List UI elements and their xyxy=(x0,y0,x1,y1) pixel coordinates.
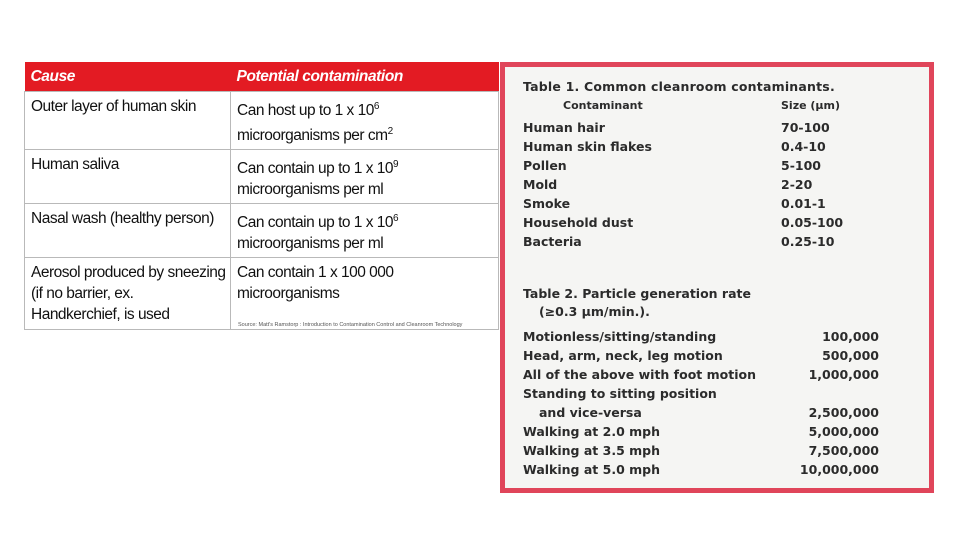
table-row: Motionless/sitting/standing 100,000 xyxy=(523,329,879,344)
table-row xyxy=(25,204,499,258)
table-row: Walking at 3.5 mph 7,500,000 xyxy=(523,443,879,458)
table-row xyxy=(25,150,499,204)
cleanroom-tables-image xyxy=(500,62,934,493)
table-row: All of the above with foot motion 1,000,000 xyxy=(523,367,879,382)
table-row: Mold 2-20 xyxy=(523,177,813,192)
table-row xyxy=(25,258,499,330)
table-row: Smoke 0.01-1 xyxy=(523,196,826,211)
table1-title: Table 1. Common cleanroom contaminants. xyxy=(523,79,835,94)
contamination-cell: Can contain up to 1 x $10^9$ microorganisms per ml xyxy=(231,150,499,204)
cause-cell: Outer layer of human skin xyxy=(25,92,231,150)
table1-header-size: Size (µm) xyxy=(781,99,840,112)
table-header-row xyxy=(25,62,499,92)
table-row: Pollen 5-100 xyxy=(523,158,821,173)
table-row: Head, arm, neck, leg motion 500,000 xyxy=(523,348,879,363)
table-row: Walking at 5.0 mph 10,000,000 xyxy=(523,462,879,477)
table-row: and vice-versa 2,500,000 xyxy=(539,405,879,420)
cause-cell: Human saliva xyxy=(25,150,231,204)
header-potential-contamination: Potential contamination xyxy=(231,62,499,92)
table-row xyxy=(25,92,499,150)
table-row: Standing to sitting position xyxy=(523,386,717,401)
table1-header-contaminant: Contaminant xyxy=(563,99,643,112)
table-row: Human skin flakes 0.4-10 xyxy=(523,139,826,154)
table-row: Bacteria 0.25-10 xyxy=(523,234,835,249)
contamination-cell: Can contain up to 1 x $10^6$ microorganisms per ml xyxy=(231,204,499,258)
table-row: Household dust 0.05-100 xyxy=(523,215,844,230)
table-row: Human hair 70-100 xyxy=(523,120,830,135)
contamination-cell: Can host up to 1 x $10^6$ microorganisms per $cm^2$ xyxy=(231,92,499,150)
contamination-cell: Can contain 1 x 100 000 microorganisms xyxy=(231,258,499,330)
table2-title: Table 2. Particle generation rate (≥0.3 µm/min.). xyxy=(523,286,751,319)
source-caption: Source: Matt's Ramstorp : Introduction to Contamination Control and Cleanroom Technology xyxy=(238,322,463,328)
contamination-table xyxy=(24,62,499,330)
cause-cell: Aerosol produced by sneezing (if no barrier, ex. Handkerchief, is used xyxy=(25,258,231,330)
header-cause: Cause xyxy=(25,62,231,92)
cause-cell: Nasal wash (healthy person) xyxy=(25,204,231,258)
table-row: Walking at 2.0 mph 5,000,000 xyxy=(523,424,879,439)
